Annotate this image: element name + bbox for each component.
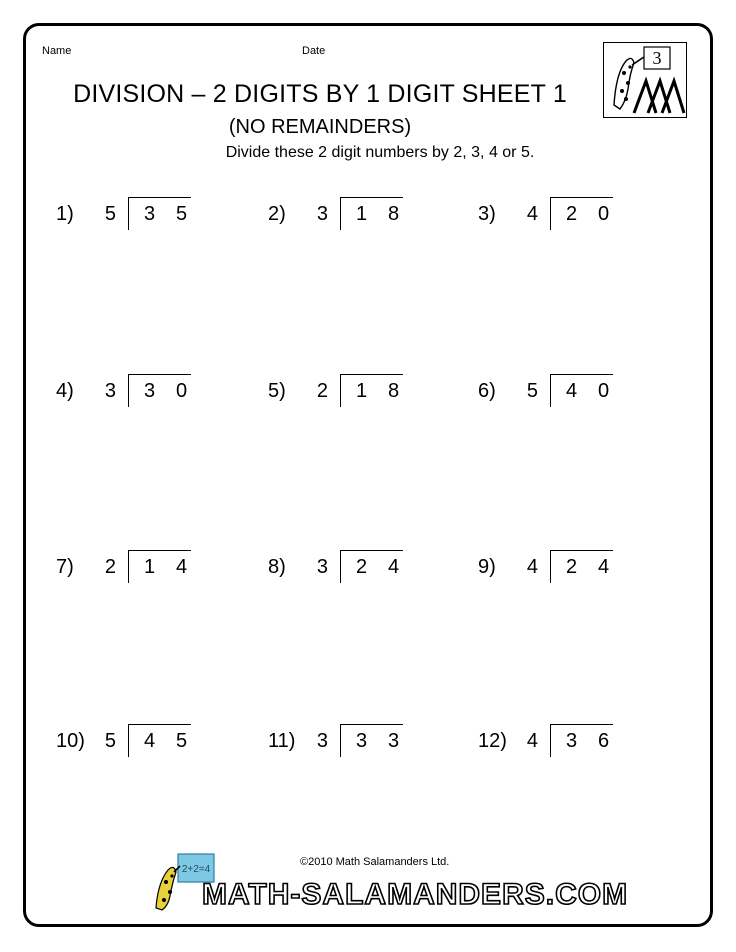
problem-number: 3) xyxy=(478,203,496,225)
dividend-tens-digit: 3 xyxy=(144,380,156,402)
divisor: 5 xyxy=(104,730,116,752)
grade-digit: 3 xyxy=(652,48,662,68)
problem-number: 12) xyxy=(478,730,507,752)
problem-number: 2) xyxy=(268,203,286,225)
problem-number: 10) xyxy=(56,730,85,752)
dividend-ones-digit: 0 xyxy=(176,380,188,402)
divisor: 4 xyxy=(526,203,538,225)
dividend-tens-digit: 3 xyxy=(144,203,156,225)
salamander-grade-icon xyxy=(604,43,686,117)
dividend-ones-digit: 8 xyxy=(388,203,400,225)
problem-number: 11) xyxy=(268,730,296,752)
dividend-ones-digit: 5 xyxy=(176,730,188,752)
problem-number: 9) xyxy=(478,556,496,578)
divisor: 3 xyxy=(316,203,328,225)
page-subtitle: (NO REMAINDERS) xyxy=(228,116,412,138)
page-title: DIVISION – 2 DIGITS BY 1 DIGIT SHEET 1 xyxy=(73,80,567,108)
dividend-tens-digit: 2 xyxy=(566,556,578,578)
problem-number: 7) xyxy=(56,556,74,578)
problem-number: 6) xyxy=(478,380,496,402)
dividend-ones-digit: 8 xyxy=(388,380,400,402)
dividend-ones-digit: 3 xyxy=(388,730,400,752)
problem-number: 4) xyxy=(56,380,74,402)
brand-logo xyxy=(150,852,629,917)
problem-number: 8) xyxy=(268,556,286,578)
dividend-ones-digit: 5 xyxy=(176,203,188,225)
problem-number: 5) xyxy=(268,380,286,402)
dividend-tens-digit: 2 xyxy=(566,203,578,225)
dividend-tens-digit: 2 xyxy=(356,556,368,578)
dividend-tens-digit: 3 xyxy=(566,730,578,752)
name-label: Name xyxy=(42,45,72,57)
divisor: 3 xyxy=(316,730,328,752)
divisor: 4 xyxy=(526,556,538,578)
dividend-ones-digit: 4 xyxy=(176,556,188,578)
dividend-tens-digit: 1 xyxy=(356,203,368,225)
date-label: Date xyxy=(302,45,326,57)
dividend-tens-digit: 4 xyxy=(144,730,156,752)
divisor: 2 xyxy=(316,380,328,402)
dividend-tens-digit: 1 xyxy=(356,380,368,402)
dividend-ones-digit: 0 xyxy=(598,203,610,225)
copyright-text: ©2010 Math Salamanders Ltd. xyxy=(300,856,450,868)
divisor: 4 xyxy=(526,730,538,752)
grade-logo xyxy=(603,42,687,118)
dividend-tens-digit: 3 xyxy=(356,730,368,752)
instructions: Divide these 2 digit numbers by 2, 3, 4 or 5. xyxy=(225,144,535,161)
brand-text: MATH-SALAMANDERS.COM xyxy=(202,878,629,911)
dividend-tens-digit: 1 xyxy=(144,556,156,578)
dividend-ones-digit: 4 xyxy=(598,556,610,578)
dividend-ones-digit: 0 xyxy=(598,380,610,402)
divisor: 5 xyxy=(104,203,116,225)
salamander-brand-icon xyxy=(150,852,629,912)
svg-text:2+2=4: 2+2=4 xyxy=(181,864,211,875)
divisor: 5 xyxy=(526,380,538,402)
dividend-tens-digit: 4 xyxy=(566,380,578,402)
problem-number: 1) xyxy=(56,203,74,225)
dividend-ones-digit: 6 xyxy=(598,730,610,752)
dividend-ones-digit: 4 xyxy=(388,556,400,578)
divisor: 3 xyxy=(316,556,328,578)
divisor: 2 xyxy=(104,556,116,578)
divisor: 3 xyxy=(104,380,116,402)
